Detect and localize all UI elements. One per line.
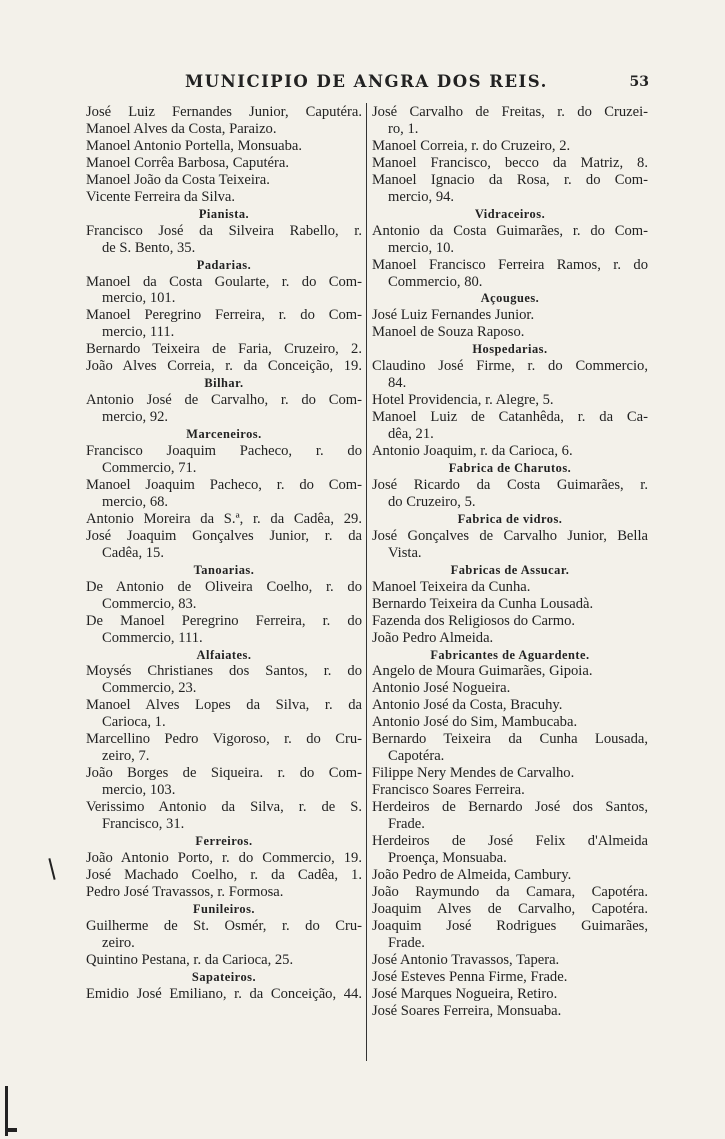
directory-line: José Antonio Travassos, Tapera. [372,951,560,968]
directory-line: Frade. [388,934,425,951]
directory-line: De Manoel Peregrino Ferreira, r. do [86,612,362,629]
section-heading: Açougues. [480,291,540,306]
section-heading: Alfaiates. [196,647,252,662]
directory-line: Frade. [388,816,425,833]
directory-line: José Machado Coelho, r. da Cadêa, 1. [86,866,362,883]
directory-line: Antonio José de Carvalho, r. do Com- [86,392,362,409]
section-heading: Funileiros. [192,901,256,916]
directory-line: João Alves Correia, r. da Conceição, 19. [86,358,362,375]
directory-line: Herdeiros de Bernardo José dos Santos, [372,799,648,816]
directory-line: mercio, 68. [102,493,169,510]
directory-line: Vista. [388,544,422,561]
directory-line: Francisco Joaquim Pacheco, r. do [86,443,362,460]
directory-line: João Raymundo da Camara, Capotéra. [372,883,648,900]
directory-line: Marcellino Pedro Vigoroso, r. do Cru- [86,731,362,748]
directory-line: José Gonçalves de Carvalho Junior, Bella [372,527,648,544]
directory-line: José Soares Ferreira, Monsuaba. [372,1002,562,1019]
directory-line: Herdeiros de José Felix d'Almeida [372,832,648,849]
directory-line: José Marques Nogueira, Retiro. [372,985,558,1002]
directory-line: Commercio, 111. [102,629,203,646]
section-heading: Ferreiros. [195,833,253,848]
right-column [372,104,648,1019]
directory-line: Manoel Antonio Portella, Monsuaba. [86,137,303,154]
directory-line: Commercio, 83. [102,595,197,612]
directory-line: Commercio, 71. [102,460,197,477]
directory-line: de S. Bento, 35. [102,239,196,256]
section-heading: Padarias. [196,257,252,272]
directory-line: Verissimo Antonio da Silva, r. de S. [86,799,362,816]
page-title: MUNICIPIO DE ANGRA DOS REIS. [185,72,548,91]
directory-line: do Cruzeiro, 5. [388,493,476,510]
margin-mark [48,858,55,880]
directory-line: zeiro. [102,934,135,951]
left-column [86,104,362,1003]
directory-line: Manoel Francisco Ferreira Ramos, r. do [372,256,648,273]
directory-line: Claudino José Firme, r. do Commercio, [372,358,648,375]
directory-line: Antonio da Costa Guimarães, r. do Com- [372,222,648,239]
section-heading: Marceneiros. [186,427,262,442]
directory-line: Joaquim Alves de Carvalho, Capotéra. [372,900,648,917]
directory-line: Quintino Pestana, r. da Carioca, 25. [86,951,294,968]
page-header [0,72,725,96]
directory-line: mercio, 10. [388,239,455,256]
directory-line: João Pedro de Almeida, Cambury. [372,866,572,883]
column-divider [366,103,367,1061]
section-heading: Fabricas de Assucar. [450,562,570,577]
directory-line: Hotel Providencia, r. Alegre, 5. [372,392,554,409]
directory-line: Bernardo Teixeira da Cunha Lousadà. [372,595,594,612]
directory-line: José Luiz Fernandes Junior, Caputéra. [86,104,362,120]
section-heading: Hospedarias. [472,342,548,357]
directory-line: ro, 1. [388,120,419,137]
directory-line: Manoel de Souza Raposo. [372,324,525,341]
directory-line: Francisco, 31. [102,816,185,833]
directory-line: Antonio José do Sim, Mambucaba. [372,714,578,731]
directory-line: Proença, Monsuaba. [388,849,507,866]
directory-line: Antonio Joaquim, r. da Carioca, 6. [372,443,573,460]
directory-line: zeiro, 7. [102,748,150,765]
directory-line: João Pedro Almeida. [372,629,494,646]
directory-line: Moysés Christianes dos Santos, r. do [86,663,362,680]
directory-line: Francisco Soares Ferreira. [372,782,525,799]
directory-line: Manoel Alves Lopes da Silva, r. da [86,697,362,714]
directory-line: Guilherme de St. Osmér, r. do Cru- [86,917,362,934]
directory-line: De Antonio de Oliveira Coelho, r. do [86,578,362,595]
section-heading: Fabrica de Charutos. [448,461,572,476]
directory-line: José Joaquim Gonçalves Junior, r. da [86,527,362,544]
directory-line: José Carvalho de Freitas, r. do Cruzei- [372,104,648,120]
directory-line: Antonio Moreira da S.ª, r. da Cadêa, 29. [86,510,362,527]
directory-line: Manoel Peregrino Ferreira, r. do Com- [86,307,362,324]
directory-line: Angelo de Moura Guimarães, Gipoia. [372,663,593,680]
directory-line: Manoel Teixeira da Cunha. [372,578,531,595]
directory-line: João Borges de Siqueira. r. do Com- [86,765,362,782]
margin-mark [5,1128,17,1132]
directory-line: Francisco José da Silveira Rabello, r. [86,222,362,239]
directory-line: mercio, 103. [102,782,176,799]
directory-line: Vicente Ferreira da Silva. [86,188,236,205]
directory-line: Manoel João da Costa Teixeira. [86,171,270,188]
directory-line: José Esteves Penna Firme, Frade. [372,968,568,985]
directory-line: mercio, 101. [102,290,176,307]
directory-line: Manoel Corrêa Barbosa, Caputéra. [86,154,290,171]
section-heading: Tanoarias. [193,562,255,577]
directory-line: Antonio José Nogueira. [372,680,511,697]
directory-line: Manoel da Costa Goularte, r. do Com- [86,273,362,290]
directory-line: Commercio, 23. [102,680,197,697]
directory-line: 84. [388,375,407,392]
directory-line: Cadêa, 15. [102,544,165,561]
directory-line: mercio, 92. [102,409,169,426]
section-heading: Pianista. [198,206,250,221]
section-heading: Bilhar. [204,376,244,391]
section-heading: Fabricantes de Aguardente. [430,647,590,662]
directory-line: Bernardo Teixeira de Faria, Cruzeiro, 2. [86,341,362,358]
directory-line: José Luiz Fernandes Junior. [372,307,535,324]
directory-line: Antonio José da Costa, Bracuhy. [372,697,563,714]
directory-line: dêa, 21. [388,426,434,443]
directory-line: Manoel Ignacio da Rosa, r. do Com- [372,171,648,188]
directory-line: Pedro José Travassos, r. Formosa. [86,883,284,900]
section-heading: Fabrica de vidros. [457,511,563,526]
directory-line: Manoel Joaquim Pacheco, r. do Com- [86,476,362,493]
directory-line: Commercio, 80. [388,273,483,290]
directory-line: João Antonio Porto, r. do Commercio, 19. [86,849,362,866]
directory-line: Carioca, 1. [102,714,166,731]
directory-line: Manoel Luiz de Catanhêda, r. da Ca- [372,409,648,426]
directory-line: Joaquim José Rodrigues Guimarães, [372,917,648,934]
directory-line: Bernardo Teixeira da Cunha Lousada, [372,731,648,748]
directory-line: Filippe Nery Mendes de Carvalho. [372,765,575,782]
directory-line: Manoel Alves da Costa, Paraizo. [86,120,277,137]
directory-line: Emidio José Emiliano, r. da Conceição, 44. [86,985,362,1002]
page-number: 53 [629,74,649,90]
section-heading: Vidraceiros. [474,206,546,221]
directory-line: Manoel Correia, r. do Cruzeiro, 2. [372,137,571,154]
section-heading: Sapateiros. [191,969,257,984]
directory-line: mercio, 94. [388,188,455,205]
directory-line: Manoel Francisco, becco da Matriz, 8. [372,154,648,171]
directory-line: Capotéra. [388,748,445,765]
directory-line: José Ricardo da Costa Guimarães, r. [372,476,648,493]
directory-line: Fazenda dos Religiosos do Carmo. [372,612,576,629]
directory-line: mercio, 111. [102,324,175,341]
